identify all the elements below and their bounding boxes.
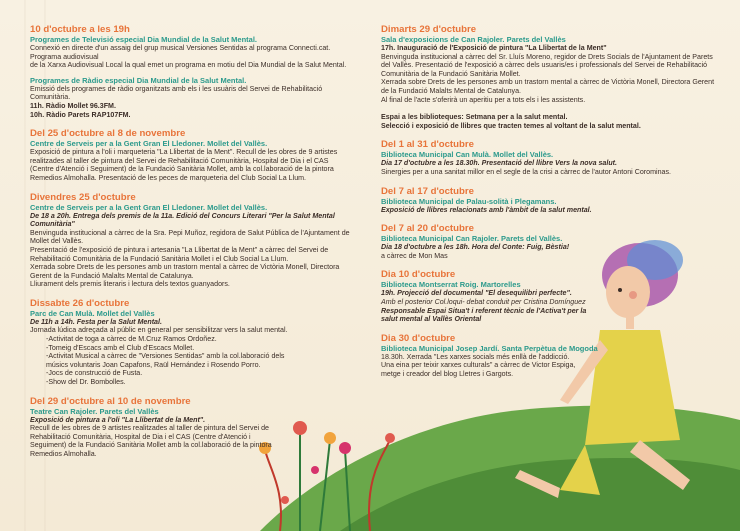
- event-text: Espai a les biblioteques: Setmana per a la salut mental.: [381, 113, 568, 122]
- event-venue: Biblioteca Municipal Can Mulà. Mollet del Vallès.: [381, 150, 554, 160]
- event-text: -Tomeig d'Escacs amb el Club d'Escacs Mollet.: [46, 343, 195, 352]
- event-block: [30, 24, 350, 119]
- event-text: -Show del Dr. Bombolles.: [46, 378, 126, 387]
- event-text: 19h. Projecció del documental "El desequilibri perfecte".: [381, 289, 572, 298]
- event-text: 10h. Ràdio Parets RAP107FM.: [30, 110, 131, 119]
- event-date: Del 25 d'octubre al 8 de novembre: [30, 128, 186, 140]
- event-text: Selecció i exposició de llibres que tracten temes al voltant de la salut mental.: [381, 121, 641, 130]
- event-block: [30, 298, 350, 387]
- event-block: [381, 269, 601, 323]
- event-text: Dia 18 d'octubre a les 18h. Hora del Conte: Fuig, Bèstia!: [381, 243, 570, 252]
- event-date: 10 d'octubre a les 19h: [30, 24, 130, 35]
- event-text: 17h. Inauguració de l'Exposició de pintura "La Llibertat de la Ment": [381, 44, 607, 52]
- left-column: [30, 24, 350, 468]
- event-text: Benvinguda institucional a càrrec del Sr. Lluís Moreno, regidor de Drets Socials de l'Ajuntament de Parets del Vallès. Presentació de l'exposició a càrrec dels usuaris/es i professionals del Servei de Rehabilitació Comunitària de la Fundació Sanitària Mollet.: [381, 52, 713, 78]
- event-venue: Teatre Can Rajoler. Parets del Vallès: [30, 406, 159, 416]
- event-text: Dia 17 d'octubre a les 18.30h. Presentació del llibre Vers la nova salut.: [381, 159, 618, 168]
- event-text: -Activitat de toga a càrrec de M.Cruz Ramos Ordoñez.: [46, 335, 217, 344]
- event-text: Una eina per teixir xarxes culturals" a càrrec de Victor Espiga,: [381, 361, 576, 370]
- event-text: Responsable Espai Situa't i referent tècnic de l'Activa't per la salut mental al Vallès Oriental: [381, 306, 587, 324]
- event-venue: Centre de Serveis per a la Gent Gran El Lledoner. Mollet del Vallès.: [30, 202, 268, 212]
- event-text: Xerrada sobre Drets de les persones amb un trastorn mental a càrrec de Victòria Monell, Directora Gerent de la Fundació Malalts Mental de Catalunya.: [381, 78, 715, 95]
- event-venue: Biblioteca Municipal Josep Jardí. Santa Perpètua de Mogoda: [381, 343, 598, 353]
- event-venue: Parc de Can Mulà. Mollet del Vallès: [30, 308, 155, 318]
- event-text: -Jocs de construcció de Fusta.: [46, 369, 143, 378]
- event-block: [381, 186, 716, 215]
- event-block: [30, 396, 280, 459]
- event-date: Del 7 al 20 d'octubre: [381, 223, 474, 235]
- event-venue: Centre de Serveis per a la Gent Gran El Lledoner. Mollet del Vallès.: [30, 139, 268, 149]
- event-block: [30, 192, 350, 289]
- event-text: Jornada lúdica adreçada al públic en general per sensibilitzar vers la salut mental.: [30, 326, 288, 335]
- event-date: Dissabte 26 d'octubre: [30, 297, 130, 309]
- event-text: Presentació de l'exposició de pintura i artesania "La Llibertat de la Ment" a càrrec del Servei de Rehabilitació Comunitària de la Fundació Sanitària Mollet i el Club Social La Llum.: [30, 245, 329, 263]
- event-text: a càrrec de Mon Mas: [381, 251, 448, 260]
- event-text: Connexió en directe d'un assaig del grup musical Versiones Sentidas al programa Connecti.cat. Programa audiovisual: [30, 44, 331, 61]
- event-date: Dia 30 d'octubre: [381, 332, 456, 344]
- event-text: Exposició de llibres relacionats amb l'àmbit de la salut mental.: [381, 205, 592, 214]
- event-block: [381, 223, 716, 260]
- event-date: Divendres 25 d'octubre: [30, 191, 136, 203]
- event-date: Del 29 d'octubre al 10 de novembre: [30, 395, 191, 407]
- event-venue: Biblioteca Municipal Can Rajoler. Parets del Vallès.: [381, 234, 563, 244]
- event-text: 18.30h. Xerrada "Les xarxes socials més enllà de l'addicció.: [381, 352, 570, 361]
- library-notice: [381, 113, 716, 130]
- event-text: metge i creador del blog Lletres i Gargots.: [381, 369, 514, 378]
- event-date: Del 7 al 17 d'octubre: [381, 185, 474, 197]
- event-venue: Biblioteca Montserrat Roig. Martorelles: [381, 280, 521, 290]
- event-text: 11h. Ràdio Mollet 96.3FM.: [30, 101, 116, 110]
- event-date: Dimarts 29 d'octubre: [381, 24, 477, 35]
- event-venue: Programes de Ràdio especial Dia Mundial de la Salut Mental.: [30, 75, 247, 85]
- event-text: Recull de les obres de 9 artistes realitzades al taller de pintura del Servei de Rehabilitació Comunitària, Hospital de Dia i el CAS (Centre d'Atenció i Seguiment) de la Fundació Sanitària Mollet amb la col.laboració de la pintora Remedios Almohalla.: [30, 424, 272, 458]
- event-text: de la Xarxa Audiovisual Local la qual emet un programa en motiu del Dia Mundial de la Salut Mental.: [30, 61, 347, 70]
- event-date: Del 1 al 31 d'octubre: [381, 139, 474, 151]
- event-block: [30, 128, 350, 182]
- event-text: Benvinguda institucional a càrrec de la Sra. Pepi Muñoz, regidora de Salut Pública de l'Ajuntament de Mollet del Vallès.: [30, 228, 350, 246]
- event-venue: Biblioteca Municipal de Palau-solità i Plegamans.: [381, 196, 557, 206]
- event-venue: Programes de Televisió especial Dia Mundial de la Salut Mental.: [30, 35, 258, 44]
- event-block: [381, 24, 716, 104]
- event-block: [381, 333, 611, 379]
- event-text: De 11h a 14h. Festa per la Salut Mental.: [30, 317, 162, 326]
- event-text: Exposició de pintura a l'oli i marqueteria "La Llibertat de la Ment". Recull de les obres de 9 artistes realitzades al taller de pintura del Servei de Rehabilitació Comunitària, Hospital de Dia i el CAS (Centre d'Atenció i Seguiment) de la Fundació Sanitària Mollet, amb la col.laboració de la pintora Remedios Almohalla. Presentació de les peces de marqueteria del Club Social La Llum.: [30, 148, 338, 182]
- event-venue: Sala d'exposicions de Can Rajoler. Parets del Vallès: [381, 35, 566, 44]
- event-text: Exposició de pintura a l'oli "La Llibertat de la Ment".: [30, 415, 206, 424]
- event-block: [381, 139, 716, 176]
- event-date: Dia 10 d'octubre: [381, 269, 456, 281]
- event-text: Al final de l'acte s'oferirà un aperitiu per a tots els i les assistents.: [381, 95, 586, 104]
- event-text: De 18 a 20h. Entrega dels premis de la 11a. Edició del Concurs Literari "Per la Salut Mental Comunitària": [30, 211, 335, 229]
- right-column: [381, 24, 716, 387]
- event-text: Sinergies per a una sanitat millor en el segle de la crisi a càrrec de l'autor Antoni Corominas.: [381, 167, 671, 176]
- event-text: -Activitat Musical a càrrec de "Versiones Sentidas" amb la col.laboració dels músics voluntaris Joan Capafons, Raül Hernández i Rosendo Porro.: [46, 352, 285, 369]
- event-text: Emissió dels programes de ràdio organitzats amb els i les usuàris del Servei de Rehabilitació Comunitària.: [30, 84, 323, 102]
- event-text: Lliurament dels premis literaris i lectura dels textos guanyadors.: [30, 280, 230, 289]
- event-text: Xerrada sobre Drets de les persones amb un trastorn mental a càrrec de Victòria Monell, Directora Gerent de la Fundació Malalts Mental de Catalunya.: [30, 263, 340, 280]
- event-text: Amb el posterior Col.loqui- debat conduit per Cristina Domínguez: [381, 297, 586, 306]
